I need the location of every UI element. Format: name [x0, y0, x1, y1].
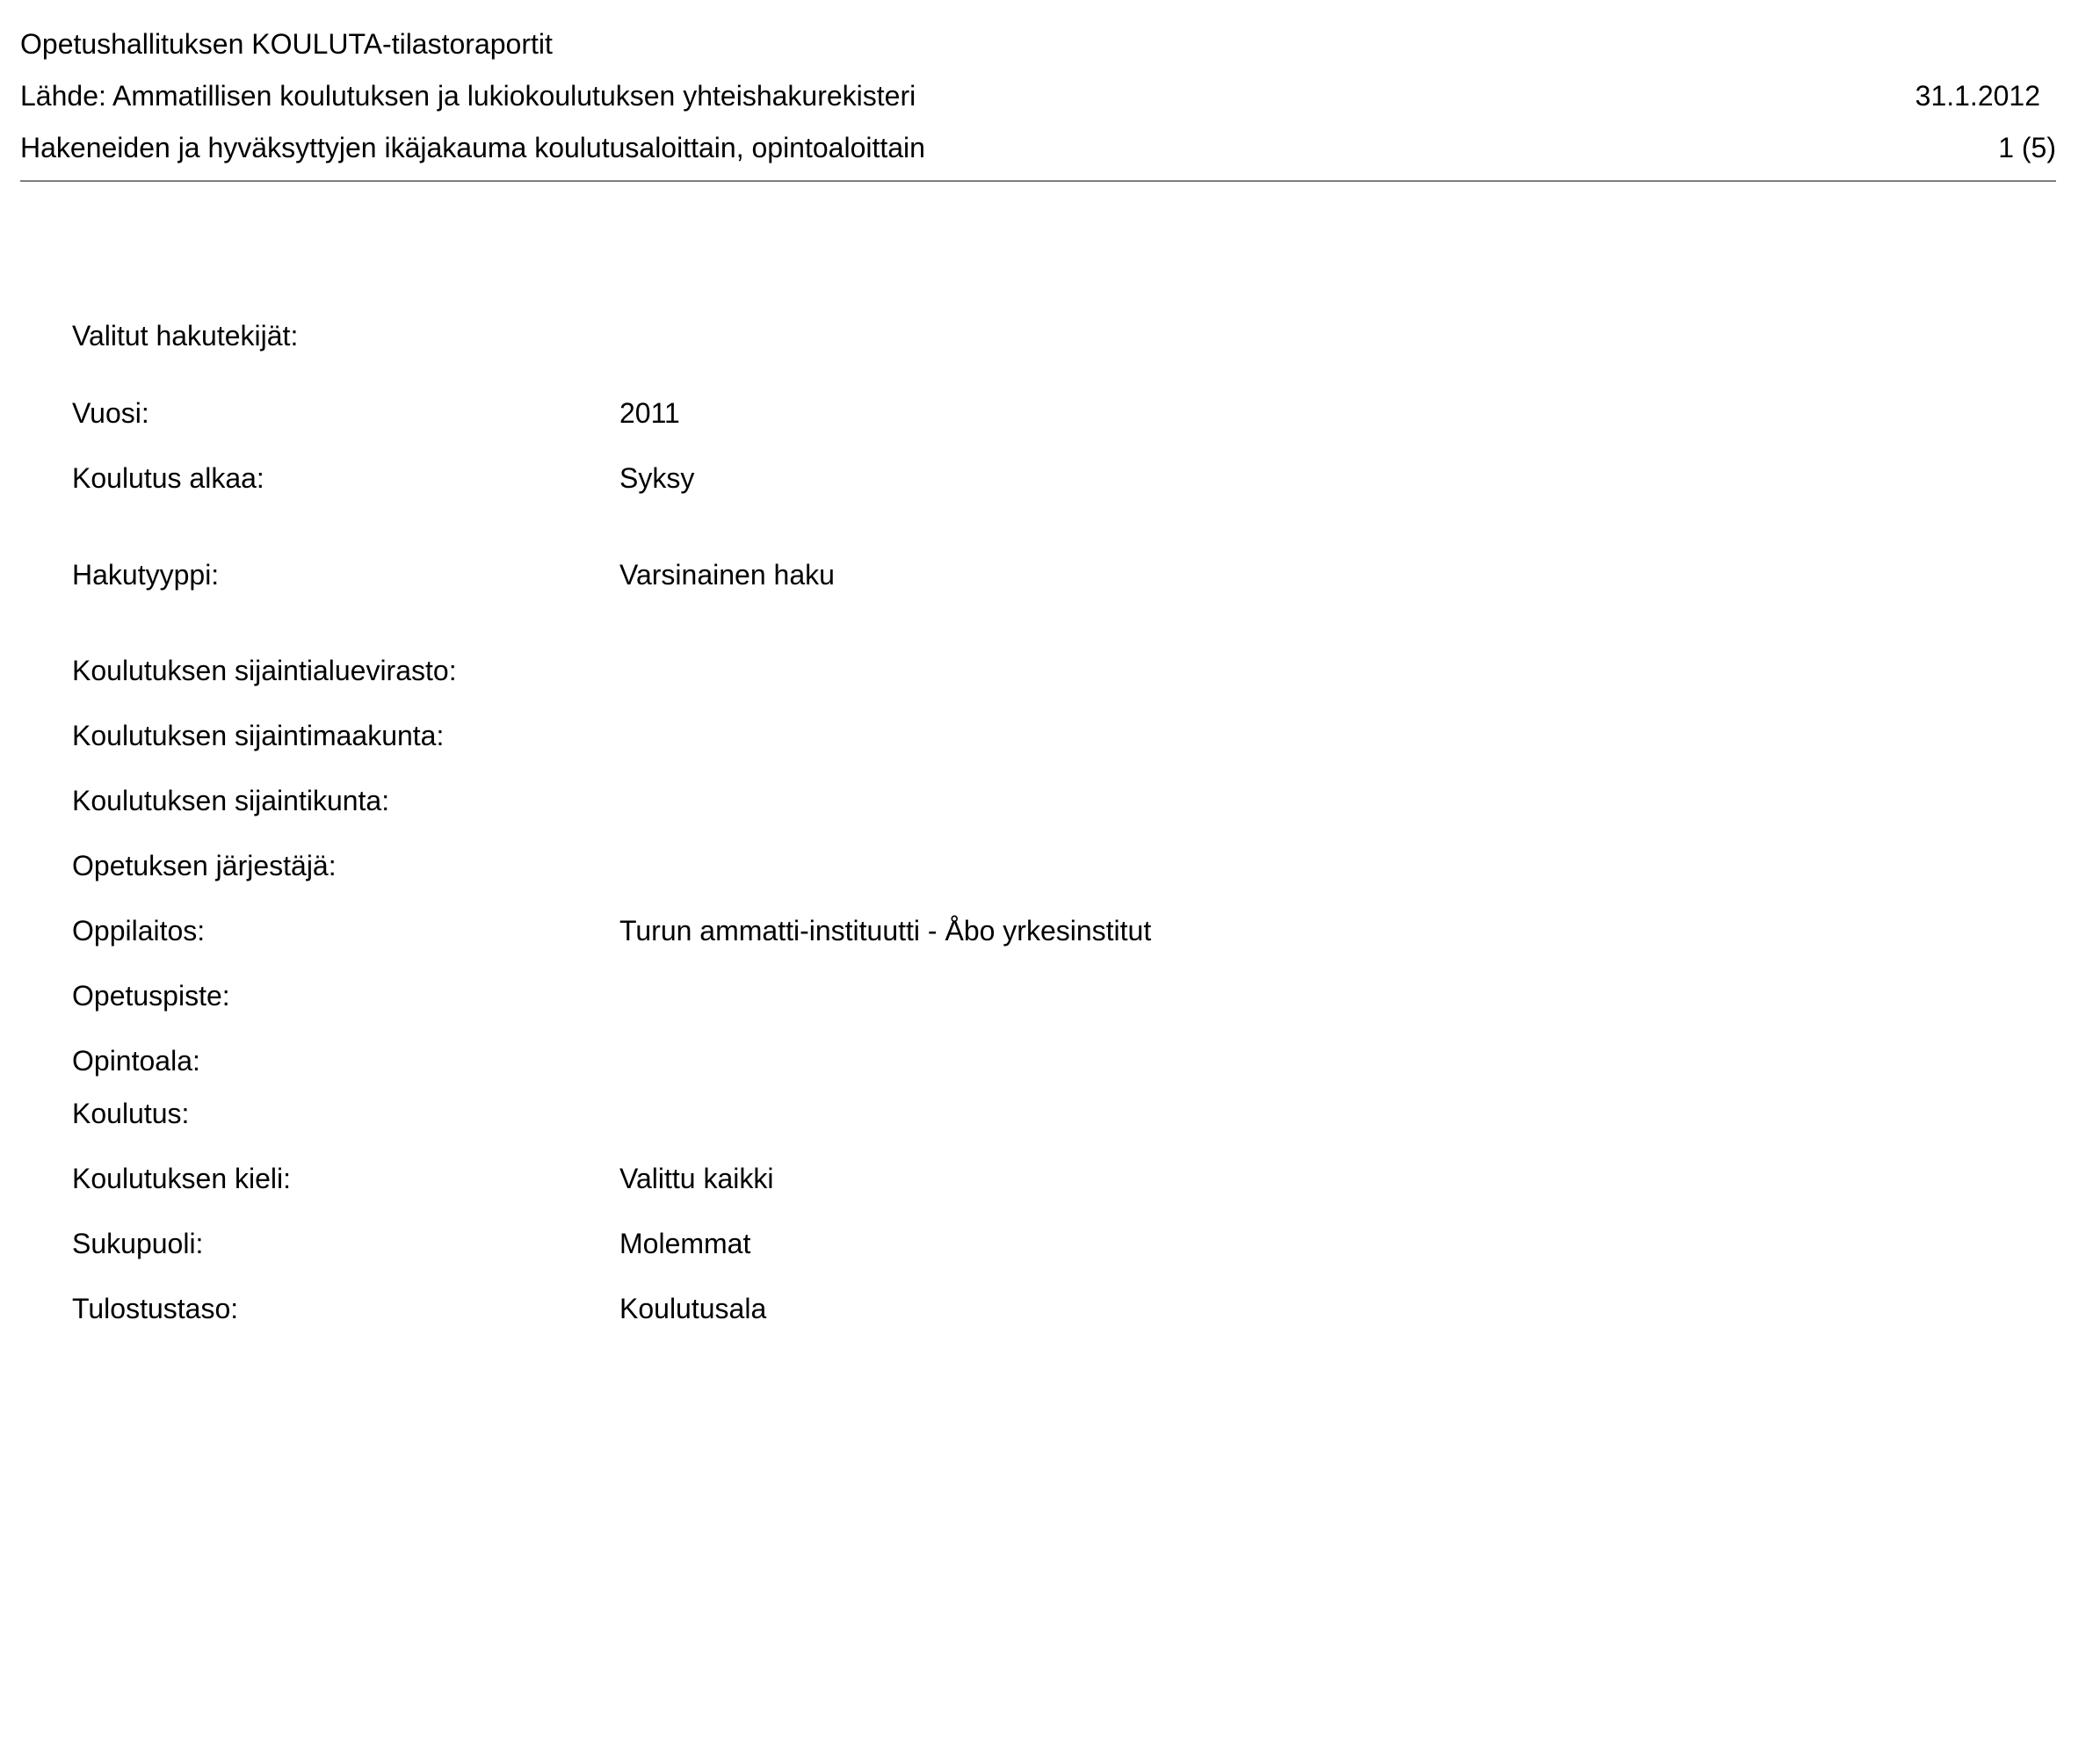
criteria-value-gender: Molemmat — [619, 1228, 751, 1259]
criteria-value-start: Syksy — [619, 462, 695, 494]
criteria-label-output-level: Tulostustaso: — [72, 1293, 239, 1324]
criteria-value-application-type: Varsinainen haku — [619, 559, 835, 591]
selected-criteria-title: Valitut hakutekijät: — [72, 320, 299, 352]
report-source: Lähde: Ammatillisen koulutuksen ja lukiokoulutuksen yhteishakurekisteri — [20, 80, 916, 112]
criteria-value-output-level: Koulutusala — [619, 1293, 767, 1324]
criteria-label-education: Koulutus: — [72, 1098, 190, 1129]
page-indicator: 1 (5) — [1998, 132, 2056, 163]
criteria-label-organizer: Opetuksen järjestäjä: — [72, 850, 337, 881]
criteria-label-application-type: Hakutyyppi: — [72, 559, 220, 591]
criteria-label-start: Koulutus alkaa: — [72, 462, 264, 494]
criteria-label-language: Koulutuksen kieli: — [72, 1163, 292, 1194]
criteria-label-region: Koulutuksen sijaintimaakunta: — [72, 720, 445, 751]
criteria-label-institution: Oppilaitos: — [72, 915, 206, 947]
report-name: Hakeneiden ja hyväksyttyjen ikäjakauma koulutusaloittain, opintoaloittain — [20, 132, 925, 163]
criteria-label-study-field: Opintoala: — [72, 1045, 200, 1077]
criteria-value-institution: Turun ammatti-instituutti - Åbo yrkesinstitut — [619, 915, 1152, 947]
report-system-title: Opetushallituksen KOULUTA-tilastoraportit — [20, 28, 553, 60]
criteria-value-year: 2011 — [619, 397, 680, 429]
criteria-label-gender: Sukupuoli: — [72, 1228, 204, 1259]
criteria-value-language: Valittu kaikki — [619, 1163, 774, 1194]
header-divider — [20, 180, 2056, 182]
criteria-label-municipality: Koulutuksen sijaintikunta: — [72, 785, 390, 816]
criteria-label-regional-agency: Koulutuksen sijaintialuevirasto: — [72, 655, 457, 686]
criteria-label-teaching-point: Opetuspiste: — [72, 980, 230, 1012]
report-date: 31.1.2012 — [1915, 80, 2040, 112]
criteria-label-year: Vuosi: — [72, 397, 149, 429]
